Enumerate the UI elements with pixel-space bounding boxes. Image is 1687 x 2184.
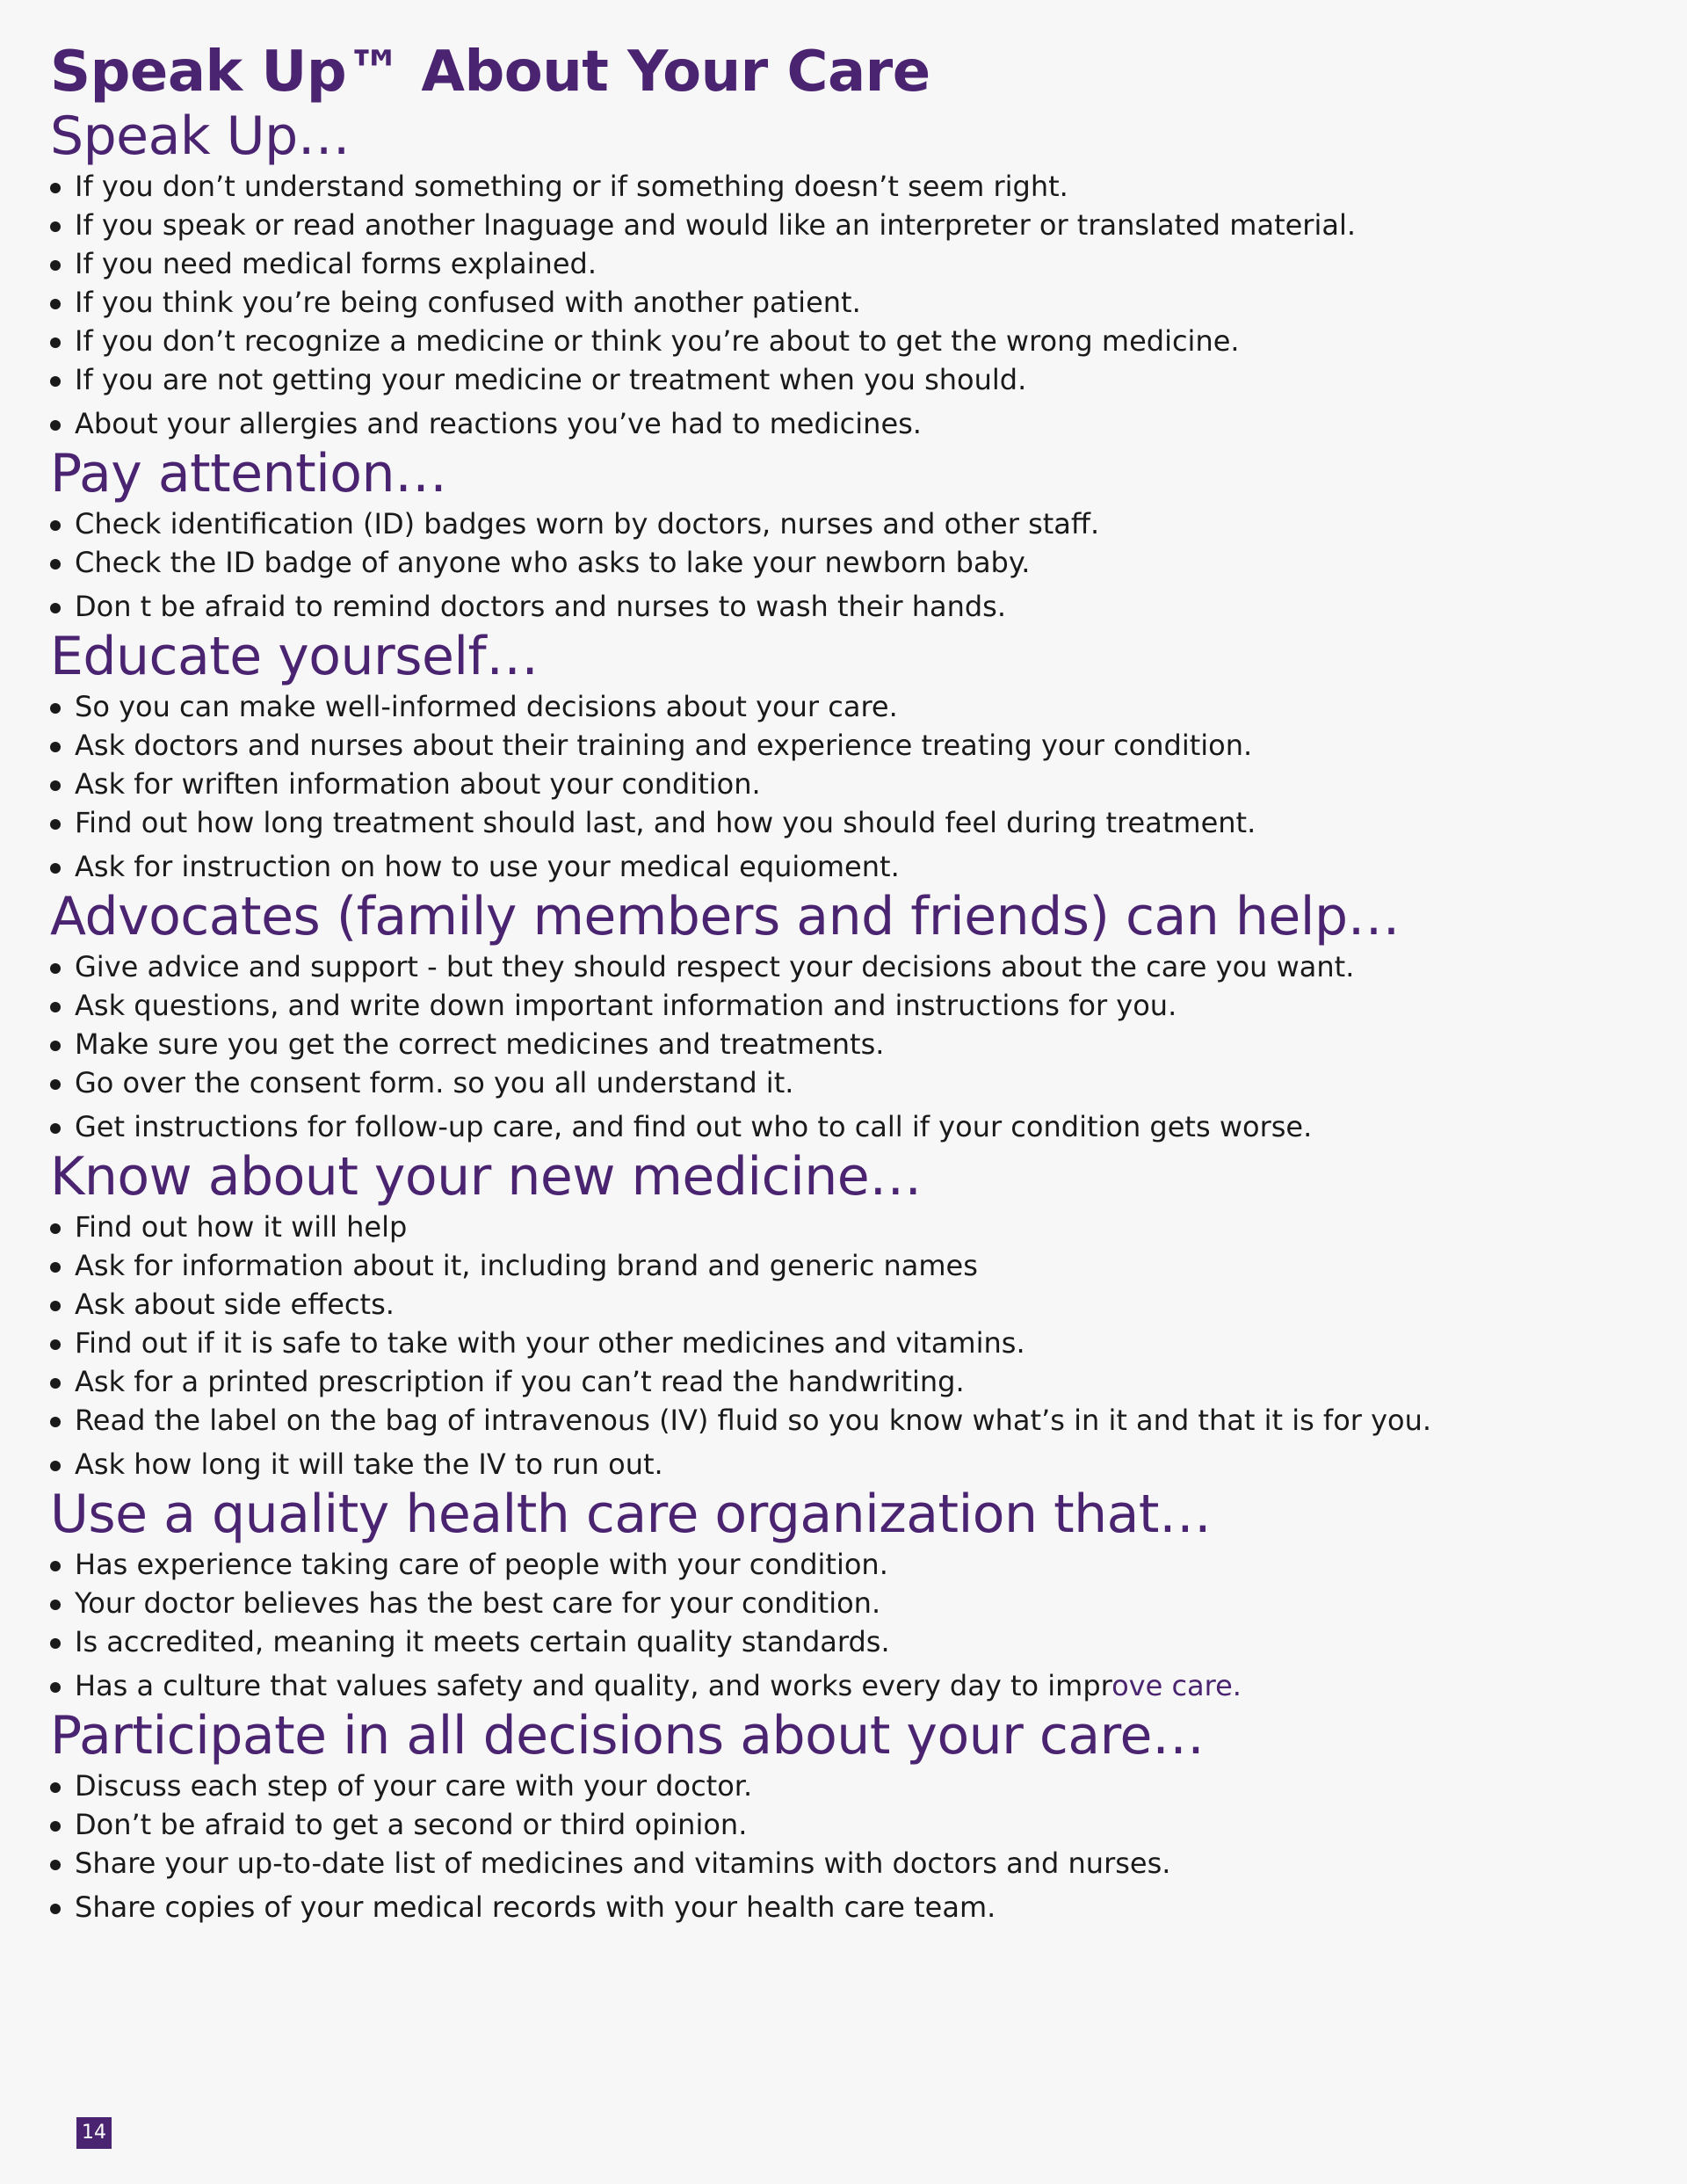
list-item <box>50 765 1649 803</box>
list-item <box>50 1666 1649 1705</box>
list-item-text: Give advice and support - but they should respect your decisions about the care you want. <box>75 950 1355 983</box>
section-heading: Educate yourself… <box>50 626 539 687</box>
list-item <box>50 1844 1649 1883</box>
list-item-text: Ask for a printed prescription if you can’t read the handwriting. <box>75 1365 965 1398</box>
list-item <box>50 986 1649 1025</box>
list-item <box>50 1362 1649 1401</box>
bullet-icon <box>50 1860 61 1870</box>
bullet-icon <box>50 1638 61 1649</box>
list-item <box>50 1445 1649 1484</box>
section-know-medicine <box>50 1146 1649 1484</box>
list-item-text: Share your up-to-date list of medicines and vitamins with doctors and nurses. <box>75 1847 1171 1880</box>
bullet-icon <box>50 221 61 232</box>
bullet-icon <box>50 1301 61 1311</box>
list-item <box>50 1107 1649 1146</box>
list-item-text: Ask how long it will take the IV to run out. <box>75 1448 663 1481</box>
section-advocates <box>50 886 1649 1146</box>
list-item <box>50 283 1649 322</box>
bullet-icon <box>50 863 61 874</box>
list-item-text: Ask doctors and nurses about their training and experience treating your condition. <box>75 729 1253 762</box>
list-item <box>50 1622 1649 1661</box>
list-item-text: Check identification (ID) badges worn by doctors, nurses and other staff. <box>75 507 1100 541</box>
bullet-list <box>50 687 1649 886</box>
list-item-text: Has experience taking care of people with your condition. <box>75 1548 888 1581</box>
section-heading: Participate in all decisions about your care… <box>50 1705 1205 1767</box>
list-item-text: So you can make well-informed decisions about your care. <box>75 690 898 723</box>
list-item <box>50 587 1649 626</box>
list-item-text: About your allergies and reactions you’ve had to medicines. <box>75 407 922 440</box>
list-item <box>50 543 1649 582</box>
list-item-text: Find out how long treatment should last, and how you should feel during treatment. <box>75 806 1256 839</box>
bullet-icon <box>50 520 61 531</box>
document-page <box>50 39 1649 1926</box>
list-item <box>50 726 1649 765</box>
list-item-text: Discuss each step of your care with your doctor. <box>75 1769 753 1803</box>
bullet-icon <box>50 420 61 431</box>
bullet-icon <box>50 1600 61 1610</box>
list-item-text: Ask for information about it, including brand and generic names <box>75 1249 978 1282</box>
list-item-text: Is accredited, meaning it meets certain quality standards. <box>75 1625 890 1658</box>
section-educate-yourself <box>50 626 1649 886</box>
list-item <box>50 803 1649 842</box>
bullet-list <box>50 1767 1649 1926</box>
bullet-icon <box>50 1223 61 1234</box>
bullet-icon <box>50 603 61 613</box>
bullet-icon <box>50 1561 61 1571</box>
list-item-text: If you speak or read another lnaguage and would like an interpreter or translated material. <box>75 208 1357 242</box>
list-item <box>50 1584 1649 1622</box>
list-item <box>50 1545 1649 1584</box>
bullet-icon <box>50 559 61 570</box>
bullet-icon <box>50 183 61 193</box>
list-item <box>50 244 1649 283</box>
list-item <box>50 1805 1649 1844</box>
list-item <box>50 947 1649 986</box>
bullet-icon <box>50 742 61 752</box>
list-item <box>50 360 1649 399</box>
bullet-icon <box>50 819 61 830</box>
list-item-text-accent: ove care. <box>1111 1669 1242 1702</box>
bullet-icon <box>50 260 61 271</box>
bullet-icon <box>50 780 61 791</box>
list-item <box>50 322 1649 360</box>
list-item-text: Ask for instruction on how to use your medical equioment. <box>75 850 900 883</box>
bullet-icon <box>50 963 61 974</box>
list-item-text: If you are not getting your medicine or treatment when you should. <box>75 363 1027 396</box>
bullet-icon <box>50 703 61 714</box>
section-heading: Use a quality health care organization that… <box>50 1484 1212 1545</box>
list-item <box>50 1246 1649 1285</box>
section-quality-organization <box>50 1484 1649 1705</box>
list-item <box>50 847 1649 886</box>
bullet-list <box>50 947 1649 1146</box>
page-number-badge: 14 <box>76 2117 112 2149</box>
section-heading: Know about your new medicine… <box>50 1146 922 1208</box>
page-title: Speak Up™ About Your Care <box>50 40 930 105</box>
list-item-text: Ask about side effects. <box>75 1288 395 1321</box>
bullet-icon <box>50 1904 61 1914</box>
section-heading: Pay attention… <box>50 443 447 504</box>
list-item-text: Has a culture that values safety and quality, and works every day to impr <box>75 1669 1112 1702</box>
bullet-icon <box>50 1821 61 1832</box>
bullet-icon <box>50 1461 61 1471</box>
list-item-text: Share copies of your medical records with your health care team. <box>75 1890 996 1924</box>
list-item <box>50 687 1649 726</box>
list-item <box>50 167 1649 206</box>
list-item <box>50 504 1649 543</box>
list-item-text: Check the ID badge of anyone who asks to lake your newborn baby. <box>75 546 1031 579</box>
bullet-icon <box>50 1417 61 1427</box>
list-item-text: If you don’t recognize a medicine or think you’re about to get the wrong medicine. <box>75 324 1240 358</box>
list-item <box>50 1208 1649 1246</box>
list-item-text: If you need medical forms explained. <box>75 247 597 280</box>
bullet-icon <box>50 1262 61 1273</box>
list-item-text: Your doctor believes has the best care for your condition. <box>75 1586 881 1620</box>
section-speak-up <box>50 105 1649 443</box>
section-heading: Speak Up… <box>50 105 351 167</box>
list-item-text: Get instructions for follow-up care, and find out who to call if your condition gets worse. <box>75 1110 1313 1143</box>
bullet-icon <box>50 299 61 309</box>
bullet-icon <box>50 337 61 348</box>
list-item-text: Make sure you get the correct medicines and treatments. <box>75 1027 885 1061</box>
section-pay-attention <box>50 443 1649 626</box>
list-item <box>50 1401 1649 1440</box>
list-item-text: If you don’t understand something or if something doesn’t seem right. <box>75 170 1068 203</box>
bullet-list <box>50 1208 1649 1484</box>
list-item <box>50 1888 1649 1926</box>
list-item-text: Ask for wriften information about your condition. <box>75 767 761 801</box>
bullet-icon <box>50 1378 61 1389</box>
list-item-text: Find out how it will help <box>75 1210 408 1244</box>
list-item <box>50 1285 1649 1324</box>
bullet-list <box>50 1545 1649 1705</box>
list-item-text: Find out if it is safe to take with your other medicines and vitamins. <box>75 1326 1025 1360</box>
list-item <box>50 1025 1649 1063</box>
list-item <box>50 206 1649 244</box>
bullet-icon <box>50 1041 61 1051</box>
list-item <box>50 1063 1649 1102</box>
bullet-icon <box>50 1782 61 1793</box>
bullet-icon <box>50 1123 61 1134</box>
list-item-text: Read the label on the bag of intravenous (IV) fluid so you know what’s in it and that it is for you. <box>75 1404 1432 1437</box>
bullet-icon <box>50 1682 61 1693</box>
list-item <box>50 404 1649 443</box>
section-heading: Advocates (family members and friends) can help… <box>50 886 1401 947</box>
list-item-text: If you think you’re being confused with another patient. <box>75 286 861 319</box>
section-participate <box>50 1705 1649 1926</box>
bullet-icon <box>50 1339 61 1350</box>
bullet-list <box>50 167 1649 443</box>
bullet-icon <box>50 1079 61 1090</box>
bullet-icon <box>50 376 61 387</box>
list-item <box>50 1767 1649 1805</box>
list-item-text: Go over the consent form. so you all understand it. <box>75 1066 794 1099</box>
bullet-icon <box>50 1002 61 1012</box>
list-item-text: Ask questions, and write down important information and instructions for you. <box>75 989 1177 1022</box>
list-item-text: Don t be afraid to remind doctors and nurses to wash their hands. <box>75 590 1007 623</box>
bullet-list <box>50 504 1649 626</box>
list-item-text: Don’t be afraid to get a second or third opinion. <box>75 1808 748 1841</box>
list-item <box>50 1324 1649 1362</box>
